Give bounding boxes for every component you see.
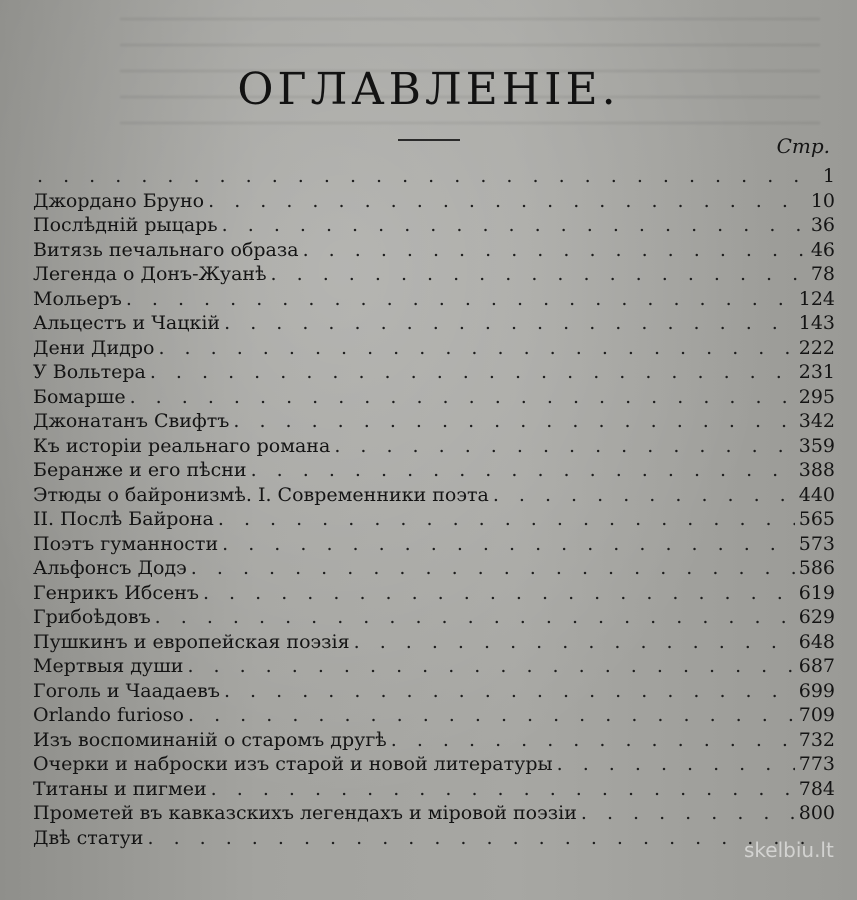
toc-entry-title: Альцестъ и Чацкій xyxy=(33,312,221,334)
dot-leader xyxy=(222,532,795,557)
toc-entry-page: 36 xyxy=(810,214,835,236)
toc-entry-title: Этюды о байронизмѣ. I. Современники поэта xyxy=(33,483,489,506)
dot-leader xyxy=(155,605,795,630)
toc-entry-page: 143 xyxy=(798,312,835,334)
toc-entry-page: 573 xyxy=(798,532,835,555)
toc-entry xyxy=(0,311,857,336)
toc-entry xyxy=(0,189,857,214)
toc-entry xyxy=(0,532,857,557)
dot-leader xyxy=(211,777,795,802)
toc-entry xyxy=(0,483,857,508)
toc-entry-title: Джонатанъ Свифтъ xyxy=(33,410,230,432)
toc-entry-page: 10 xyxy=(810,189,835,212)
toc-entry xyxy=(0,581,857,606)
toc-entry xyxy=(0,262,857,287)
toc-entry xyxy=(0,385,857,410)
toc-entry xyxy=(0,728,857,753)
toc-entry xyxy=(0,287,857,312)
dot-leader xyxy=(224,679,795,704)
toc-entry-page: 699 xyxy=(798,679,835,702)
dot-leader xyxy=(203,581,795,606)
toc-entry-title: Легенда о Донъ-Жуанѣ xyxy=(33,263,267,285)
dot-leader xyxy=(191,556,795,581)
toc-entry xyxy=(0,360,857,385)
dot-leader xyxy=(251,458,795,483)
dot-leader xyxy=(222,213,807,238)
toc-entry-title: Очерки и наброски изъ старой и новой литературы xyxy=(33,753,553,775)
toc-entry-title: Титаны и пигмеи xyxy=(33,777,207,800)
dot-leader xyxy=(233,409,794,434)
toc-entry-title: Гоголь и Чаадаевъ xyxy=(33,679,220,702)
toc-entry xyxy=(0,605,857,630)
toc-entry xyxy=(0,458,857,483)
toc-entry-title: Послѣдній рыцарь xyxy=(33,214,218,236)
toc-entry-page: 295 xyxy=(798,385,835,408)
dot-leader xyxy=(187,654,794,679)
dot-leader xyxy=(208,189,807,214)
toc-entry-title: Беранже и его пѣсни xyxy=(33,459,247,481)
toc-entry xyxy=(0,434,857,459)
toc-entry-page: 629 xyxy=(798,606,835,628)
page-title: ОГЛАВЛЕНІЕ. xyxy=(237,64,620,115)
toc-entry-page: 732 xyxy=(798,728,835,751)
toc-entry xyxy=(0,336,857,361)
toc-entry-title: Двѣ статуи xyxy=(33,826,144,849)
toc-entry-page: 222 xyxy=(798,336,835,359)
toc-entry-page: 46 xyxy=(810,238,835,261)
dot-leader xyxy=(126,287,795,312)
toc-entry-title: Дени Дидро xyxy=(33,336,155,359)
toc-entry-page: 565 xyxy=(798,508,835,530)
toc-entry-page: 800 xyxy=(798,802,835,824)
toc-entry-title: У Вольтера xyxy=(33,361,146,383)
dot-leader xyxy=(218,507,795,532)
dot-leader xyxy=(188,703,795,728)
toc-entry-title: Джордано Бруно xyxy=(33,189,205,212)
toc-entry-title: Мертвыя души xyxy=(33,655,184,677)
toc-entry xyxy=(0,826,857,851)
toc-entry-page: 784 xyxy=(798,777,835,800)
toc-entry-title: Грибоѣдовъ xyxy=(33,606,151,628)
toc-entry xyxy=(0,213,857,238)
toc-entry-title: Къ исторіи реальнаго романа xyxy=(33,434,331,457)
toc-entry-title: Альфонсъ Додэ xyxy=(33,557,187,579)
toc-entry-page: 440 xyxy=(798,483,835,506)
toc-entry-title: Изъ воспоминаній о старомъ другѣ xyxy=(33,728,387,751)
title-divider xyxy=(398,139,460,141)
dot-leader xyxy=(493,483,795,508)
toc-entry xyxy=(0,164,857,189)
toc-entry xyxy=(0,556,857,581)
toc-entry xyxy=(0,777,857,802)
dot-leader xyxy=(557,752,795,777)
toc-entry xyxy=(0,630,857,655)
toc-entry-title: Витязь печальнаго образа xyxy=(33,238,299,261)
toc-entry-page: 78 xyxy=(810,263,835,285)
dot-leader xyxy=(224,311,795,336)
toc-entry-title: Поэтъ гуманности xyxy=(33,532,219,555)
toc-entry xyxy=(0,238,857,263)
toc-entry-page: 648 xyxy=(798,630,835,653)
toc-entry-page: 586 xyxy=(798,557,835,579)
dot-leader xyxy=(271,262,807,287)
dot-leader xyxy=(391,728,795,753)
toc-entry-title: Бомарше xyxy=(33,385,126,408)
dot-leader xyxy=(354,630,795,655)
toc-entry-title: II. Послѣ Байрона xyxy=(33,508,214,530)
toc-entry xyxy=(0,752,857,777)
dot-leader xyxy=(158,336,794,361)
toc-entry-page: 342 xyxy=(798,410,835,432)
toc-entry xyxy=(0,654,857,679)
toc-entry-page: 124 xyxy=(798,287,835,310)
watermark: skelbiu.lt xyxy=(744,838,834,862)
toc-entry-title: Генрикъ Ибсенъ xyxy=(33,581,199,604)
dot-leader xyxy=(147,826,807,851)
toc-entry xyxy=(0,801,857,826)
dot-leader xyxy=(581,801,795,826)
toc-entry xyxy=(0,703,857,728)
toc-entry-title: Пушкинъ и европейская поэзія xyxy=(33,630,350,653)
dot-leader xyxy=(130,385,795,410)
toc-entry xyxy=(0,409,857,434)
toc-entry-page: 709 xyxy=(798,704,835,726)
page-column-header: Стр. xyxy=(776,134,830,158)
dot-leader xyxy=(334,434,794,459)
toc-entry-page: 773 xyxy=(798,753,835,775)
toc-entry-page: 1 xyxy=(822,165,835,187)
toc-entry-page: 388 xyxy=(798,459,835,481)
toc-entry-title: Прометей въ кавказскихъ легендахъ и міровой поэзіи xyxy=(33,802,577,824)
toc-entry-page: 619 xyxy=(798,581,835,604)
dot-leader xyxy=(37,164,807,189)
dot-leader xyxy=(150,360,795,385)
table-of-contents xyxy=(0,164,857,850)
toc-entry-page: 687 xyxy=(798,655,835,677)
toc-entry xyxy=(0,679,857,704)
toc-entry xyxy=(0,507,857,532)
toc-entry-page: 359 xyxy=(798,434,835,457)
toc-entry-title: Мольеръ xyxy=(33,287,122,310)
toc-entry-title: Orlando furioso xyxy=(33,704,184,726)
dot-leader xyxy=(303,238,807,263)
toc-entry-page: 231 xyxy=(798,361,835,383)
